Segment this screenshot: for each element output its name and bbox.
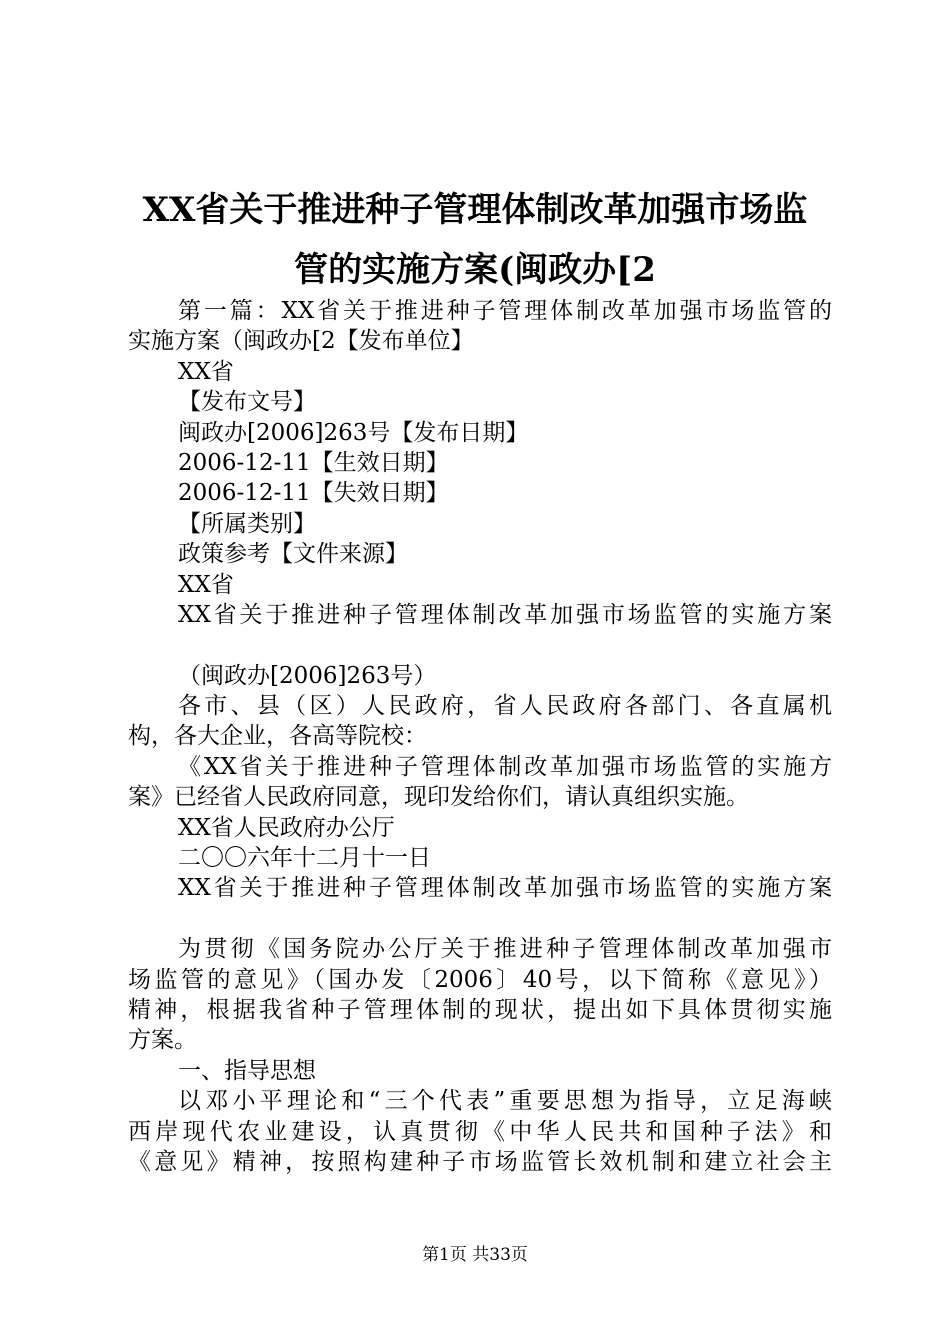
body-line: 实施方案（闽政办[2【发布单位】 (128, 328, 474, 355)
body-line: 闽政办[2006]263号【发布日期】 (178, 419, 529, 446)
body-line: 《XX省关于推进种子管理体制改革加强市场监管的实施方 (178, 753, 832, 780)
body-blank-line (128, 904, 832, 934)
body-line: XX省人民政府办公厅 (178, 814, 395, 841)
page-number-footer: 第1页 共33页 (422, 1245, 528, 1265)
body-line: 西岸现代农业建设，认真贯彻《中华人民共和国种子法》和 (128, 1118, 832, 1145)
body-line: XX省 (178, 571, 234, 598)
section-heading: 一、指导思想 (178, 1057, 316, 1084)
body-line: 精神，根据我省种子管理体制的现状，提出如下具体贯彻实施 (128, 996, 832, 1023)
body-line: 第一篇：XX省关于推进种子管理体制改革加强市场监管的 (178, 298, 832, 324)
body-line: 二〇〇六年十二月十一日 (178, 845, 431, 872)
body-line: 构，各大企业，各高等院校： (128, 723, 427, 750)
body-line: 为贯彻《国务院办公厅关于推进种子管理体制改革加强市 (178, 936, 832, 963)
body-line: XX省 (178, 358, 234, 385)
body-line: 《意见》精神，按照构建种子市场监管长效机制和建立社会主 (128, 1148, 832, 1175)
body-line: 2006-12-11【失效日期】 (178, 480, 449, 507)
body-line: 2006-12-11【生效日期】 (178, 449, 449, 476)
body-line: 政策参考【文件来源】 (178, 541, 408, 568)
body-line: （闽政办[2006]263号） (178, 662, 437, 689)
document-body (128, 296, 832, 1177)
body-line: 【所属类别】 (178, 510, 316, 537)
document-title-line-1: XX省关于推进种子管理体制改革加强市场监 (142, 190, 808, 230)
body-line: 案》已经省人民政府同意，现印发给你们，请认真组织实施。 (128, 784, 749, 811)
body-line: 各市、县（区）人民政府，省人民政府各部门、各直属机 (178, 693, 832, 720)
body-line: 场监管的意见》（国办发〔2006〕40号，以下简称《意见》） (128, 966, 832, 993)
body-line: XX省关于推进种子管理体制改革加强市场监管的实施方案 (178, 875, 832, 902)
document-title-line-2: 管的实施方案(闽政办[2 (294, 250, 656, 290)
body-line: 以邓小平理论和“三个代表”重要思想为指导，立足海峡 (178, 1088, 832, 1115)
body-line: XX省关于推进种子管理体制改革加强市场监管的实施方案 (178, 601, 832, 628)
body-blank-line (128, 630, 832, 660)
body-line: 方案。 (128, 1027, 197, 1054)
body-line: 【发布文号】 (178, 389, 316, 416)
